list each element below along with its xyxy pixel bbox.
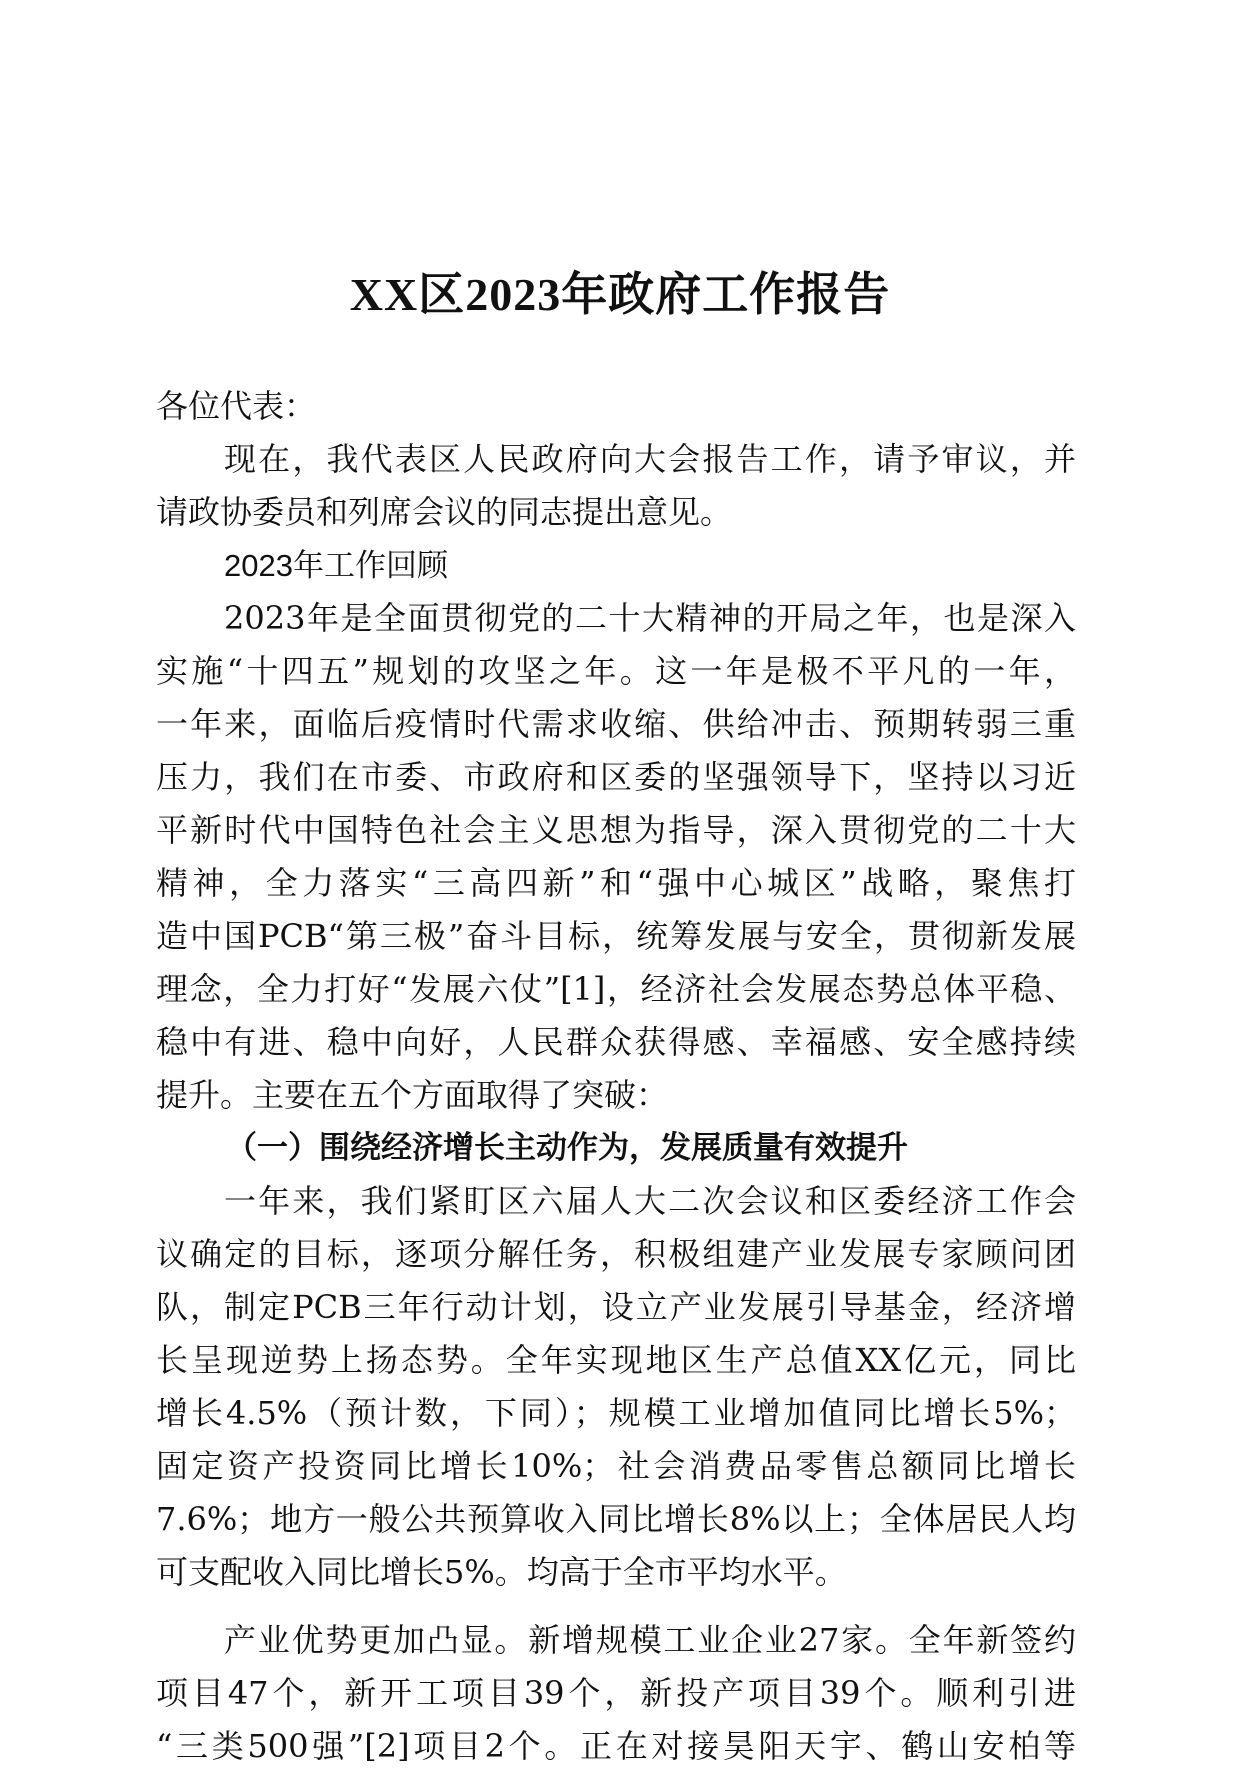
paragraph-line: 可支配收入同比增长5%。均高于全市平均水平。 (156, 1553, 847, 1591)
paragraph-line: 议确定的目标，逐项分解任务，积极组建产业发展专家顾问团 (156, 1235, 1076, 1273)
paragraph-line: 稳中有进、稳中向好，人民群众获得感、幸福感、安全感持续 (156, 1023, 1076, 1061)
document-body (156, 380, 1076, 1773)
paragraph-line: 一年来，我们紧盯区六届人大二次会议和区委经济工作会 (224, 1182, 1076, 1220)
salutation: 各位代表： (156, 387, 317, 425)
document-title: XX区2023年政府工作报告 (349, 269, 891, 320)
paragraph-line: 长呈现逆势上扬态势。全年实现地区生产总值XX亿元，同比 (156, 1341, 1076, 1379)
paragraph-line: 精神，全力落实“三高四新”和“强中心城区”战略，聚焦打 (156, 864, 1076, 902)
paragraph-line: 请政协委员和列席会议的同志提出意见。 (156, 493, 733, 531)
paragraph-line: 一年来，面临后疫情时代需求收缩、供给冲击、预期转弱三重 (156, 705, 1076, 743)
paragraph-line: 固定资产投资同比增长10%；社会消费品零售总额同比增长 (156, 1447, 1076, 1485)
paragraph-line: 7.6%；地方一般公共预算收入同比增长8%以上；全体居民人均 (156, 1500, 1076, 1538)
section-heading: 2023年工作回顾 (224, 548, 448, 583)
paragraph-line: 理念，全力打好“发展六仗”[1]，经济社会发展态势总体平稳、 (156, 970, 1076, 1008)
paragraph-line: 项目47个，新开工项目39个，新投产项目39个。顺利引进 (156, 1674, 1076, 1712)
paragraph-line: 提升。主要在五个方面取得了突破： (156, 1076, 669, 1114)
paragraph-line: 实施“十四五”规划的攻坚之年。这一年是极不平凡的一年， (156, 652, 1076, 690)
paragraph-line: 平新时代中国特色社会主义思想为指导，深入贯彻党的二十大 (156, 811, 1076, 849)
paragraph-line: “三类500强”[2]项目2个。正在对接昊阳天宇、鹤山安柏等 (156, 1727, 1076, 1765)
paragraph-line: 压力，我们在市委、市政府和区委的坚强领导下，坚持以习近 (156, 758, 1076, 796)
paragraph-line: 产业优势更加凸显。新增规模工业企业27家。全年新签约 (224, 1621, 1076, 1659)
paragraph-line: 造中国PCB“第三极”奋斗目标，统筹发展与安全，贯彻新发展 (156, 917, 1076, 955)
paragraph-line: 现在，我代表区人民政府向大会报告工作，请予审议，并 (224, 440, 1076, 478)
subheading-economy: （一）围绕经济增长主动作为，发展质量有效提升 (226, 1130, 908, 1166)
paragraph-line: 队，制定PCB三年行动计划，设立产业发展引导基金，经济增 (156, 1288, 1076, 1326)
paragraph-line: 2023年是全面贯彻党的二十大精神的开局之年，也是深入 (224, 599, 1076, 637)
paragraph-line: 增长4.5%（预计数，下同）；规模工业增加值同比增长5%； (156, 1394, 1076, 1432)
paragraph-gap (156, 1599, 1076, 1614)
